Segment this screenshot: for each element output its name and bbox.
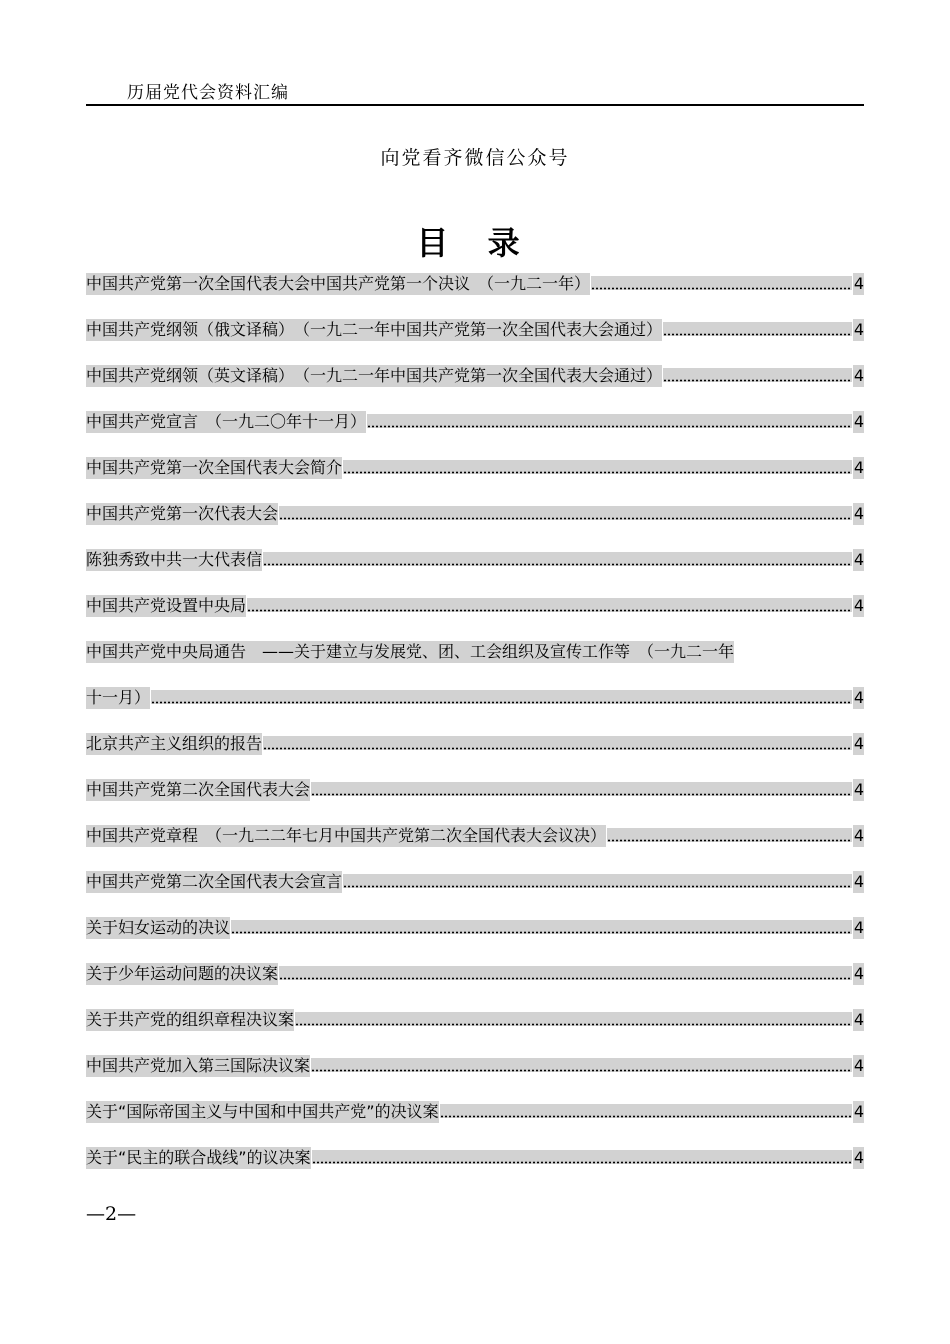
toc-entry-text: 中国共产党章程 （一九二二年七月中国共产党第二次全国代表大会议决） <box>86 826 607 845</box>
toc-entry-text: 中国共产党设置中央局 <box>86 596 247 615</box>
toc-entry-page: 4 <box>853 458 864 477</box>
toc-dot-leader <box>263 736 852 750</box>
toc-entry-page: 4 <box>853 1056 864 1075</box>
toc-entry-text: 中国共产党加入第三国际决议案 <box>86 1056 311 1075</box>
toc-entry[interactable] <box>86 779 864 801</box>
toc-entry-page: 4 <box>853 826 864 845</box>
toc-entry[interactable] <box>86 503 864 525</box>
header-rule <box>86 104 864 106</box>
toc-dot-leader <box>607 828 852 842</box>
toc-entry-page: 4 <box>853 274 864 293</box>
toc-entry-text: 关于“国际帝国主义与中国和中国共产党”的决议案 <box>86 1102 439 1121</box>
toc-entry[interactable] <box>86 595 864 617</box>
toc-entry-page: 4 <box>853 1010 864 1029</box>
toc-dot-leader <box>440 1104 852 1118</box>
toc-entry-page: 4 <box>853 1102 864 1121</box>
toc-entry-page: 4 <box>853 596 864 615</box>
toc-dot-leader <box>343 874 852 888</box>
toc-entry-text: 中国共产党第一次全国代表大会中国共产党第一个决议 （一九二一年） <box>86 274 591 293</box>
toc-dot-leader <box>311 1058 852 1072</box>
toc-dot-leader <box>343 460 852 474</box>
toc-entry-text: 中国共产党纲领（英文译稿） （一九二一年中国共产党第一次全国代表大会通过） <box>86 366 663 385</box>
toc-entry[interactable] <box>86 641 864 663</box>
toc-entry-page: 4 <box>853 550 864 569</box>
toc-dot-leader <box>231 920 852 934</box>
toc-entry[interactable] <box>86 733 864 755</box>
toc-entry-text: 关于少年运动问题的决议案 <box>86 964 279 983</box>
toc-entry[interactable] <box>86 1101 864 1123</box>
toc-dot-leader <box>311 782 852 796</box>
toc-entry-page: 4 <box>853 918 864 937</box>
toc-entry[interactable] <box>86 457 864 479</box>
toc-entry-page: 4 <box>853 366 864 385</box>
toc-entry-text: 北京共产主义组织的报告 <box>86 734 263 753</box>
toc-entry-page: 4 <box>853 504 864 523</box>
toc-entry-text: 中国共产党第二次全国代表大会宣言 <box>86 872 343 891</box>
toc-entry[interactable] <box>86 825 864 847</box>
toc-entry[interactable] <box>86 1147 864 1169</box>
toc-entry-page: 4 <box>853 780 864 799</box>
toc-entry-text: 中国共产党第一次全国代表大会简介 <box>86 458 343 477</box>
toc-entry[interactable] <box>86 549 864 571</box>
wechat-account-line: 向党看齐微信公众号 <box>380 147 570 169</box>
toc-dot-leader <box>591 276 852 290</box>
toc-entry-text: 中国共产党宣言 （一九二〇年十一月） <box>86 412 367 431</box>
toc-entry[interactable] <box>86 917 864 939</box>
toc-entry-text: 中国共产党中央局通告 ——关于建立与发展党、团、工会组织及宣传工作等 （一九二一年 <box>86 642 735 661</box>
toc-entry-text: 中国共产党第二次全国代表大会 <box>86 780 311 799</box>
toc-dot-leader <box>263 552 852 566</box>
toc-entry[interactable] <box>86 1009 864 1031</box>
toc-entry-page: 4 <box>853 1148 864 1167</box>
toc-entry-text: 中国共产党第一次代表大会 <box>86 504 279 523</box>
toc-entry-page: 4 <box>853 320 864 339</box>
toc-dot-leader <box>367 414 852 428</box>
toc-entry-text: 关于妇女运动的决议 <box>86 918 231 937</box>
toc-entry[interactable] <box>86 319 864 341</box>
toc-entry-page: 4 <box>853 964 864 983</box>
toc-entry-text: 中国共产党纲领（俄文译稿） （一九二一年中国共产党第一次全国代表大会通过） <box>86 320 663 339</box>
toc-entry-text-continuation: 十一月） <box>86 688 151 707</box>
toc-entry-page: 4 <box>853 412 864 431</box>
toc-entry-continuation[interactable] <box>86 687 864 709</box>
toc-dot-leader <box>151 690 852 704</box>
toc-entry[interactable] <box>86 1055 864 1077</box>
toc-entry-page: 4 <box>853 734 864 753</box>
running-header-title: 历届党代会资料汇编 <box>127 83 289 103</box>
toc-entry[interactable] <box>86 365 864 387</box>
toc-dot-leader <box>247 598 852 612</box>
toc-dot-leader <box>295 1012 852 1026</box>
toc-entry[interactable] <box>86 871 864 893</box>
toc-dot-leader <box>663 368 852 382</box>
toc-entry[interactable] <box>86 963 864 985</box>
toc-entry[interactable] <box>86 273 864 295</box>
page-number-footer: —2— <box>86 1203 137 1225</box>
toc-entry-text: 陈独秀致中共一大代表信 <box>86 550 263 569</box>
toc-dot-leader <box>312 1150 852 1164</box>
toc-entry[interactable] <box>86 411 864 433</box>
toc-title: 目 录 <box>416 224 534 262</box>
toc-dot-leader <box>663 322 852 336</box>
toc-entry-text: 关于“民主的联合战线”的议决案 <box>86 1148 311 1167</box>
toc-entry-page: 4 <box>853 688 864 707</box>
toc-dot-leader <box>279 506 852 520</box>
toc-entry-page: 4 <box>853 872 864 891</box>
toc-entry-text: 关于共产党的组织章程决议案 <box>86 1010 295 1029</box>
toc-dot-leader <box>279 966 852 980</box>
